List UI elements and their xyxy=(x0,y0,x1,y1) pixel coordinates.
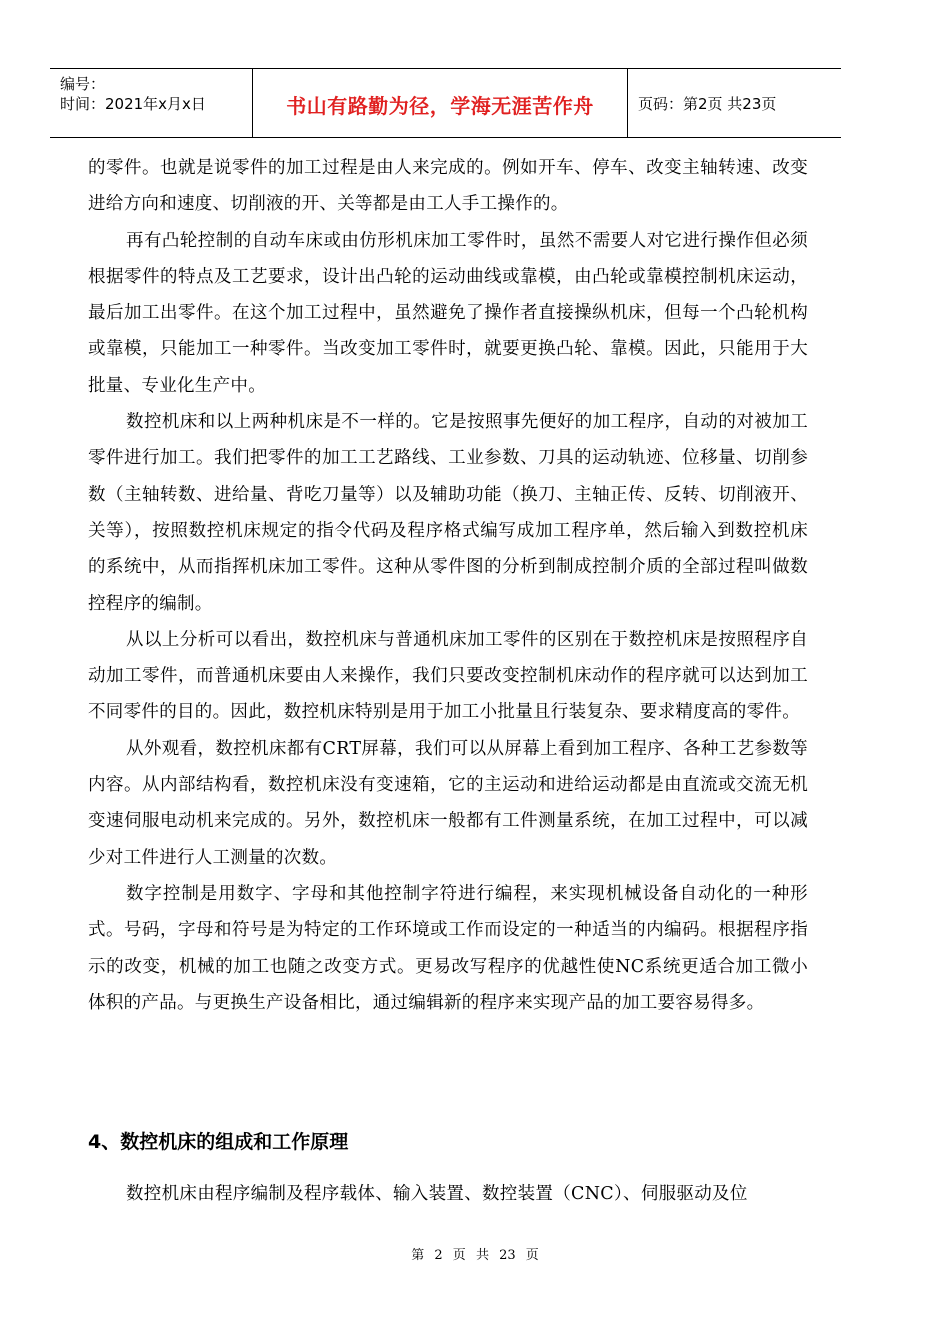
paragraph: 数控机床和以上两种机床是不一样的。它是按照事先便好的加工程序，自动的对被加工零件进行加工。我们把零件的加工工艺路线、工业参数、刀具的运动轨迹、位移量、切削参数（主轴转数、进给量、背吃刀量等）以及辅助功能（换刀、主轴正传、反转、切削液开、关等），按照数控机床规定的指令代码及程序格式编写成加工程序单，然后输入到数控机床的系统中，从而指挥机床加工零件。这种从零件图的分析到制成控制介质的全部过程叫做数控程序的编制。 xyxy=(88,412,808,614)
motto-text: 书山有路勤为径，学海无涯苦作舟 xyxy=(286,94,594,118)
time-label: 时间：2021年x月x日 xyxy=(60,95,206,113)
section-heading: 4、数控机床的组成和工作原理 xyxy=(88,1131,349,1153)
paragraph: 数字控制是用数字、字母和其他控制字符进行编程，来实现机械设备自动化的一种形式。号码，字母和符号是为特定的工作环境或工作而设定的一种适当的内编码。根据程序指示的改变，机械的加工也随之改变方式。更易改写程序的优越性使NC系统更适合加工微小体积的产品。与更换生产设备相比，通过编辑新的程序来实现产品的加工要容易得多。 xyxy=(88,883,808,1013)
paragraph: 数控机床由程序编制及程序载体、输入装置、数控装置（CNC）、伺服驱动及位 xyxy=(126,1184,748,1204)
footer-text: 页 xyxy=(525,1248,539,1263)
header-page-cell xyxy=(628,69,841,137)
paragraph: 的零件。也就是说零件的加工过程是由人来完成的。例如开车、停车、改变主轴转速、改变进给方向和速度、切削液的开、关等都是由工人手工操作的。 xyxy=(88,158,808,215)
header-meta xyxy=(50,69,253,137)
footer-text: 第 xyxy=(411,1248,425,1263)
footer-page-number: 2 xyxy=(434,1248,443,1263)
footer-total-pages: 23 xyxy=(499,1248,516,1263)
document-body-continued xyxy=(88,1176,808,1212)
page-label: 页码：第2页 共23页 xyxy=(638,95,777,113)
paragraph: 再有凸轮控制的自动车床或由仿形机床加工零件时，虽然不需要人对它进行操作但必须根据零件的特点及工艺要求，设计出凸轮的运动曲线或靠模，由凸轮或靠模控制机床运动，最后加工出零件。在这个加工过程中，虽然避免了操作者直接操纵机床，但每一个凸轮机构或靠模，只能加工一种零件。当改变加工零件时，就要更换凸轮、靠模。因此，只能用于大批量、专业化生产中。 xyxy=(88,230,808,396)
serial-label: 编号： xyxy=(60,75,106,93)
footer-text: 共 xyxy=(475,1248,489,1263)
page-footer xyxy=(0,1244,950,1263)
footer-text: 页 xyxy=(452,1248,466,1263)
document-body xyxy=(88,150,808,1021)
header-motto-cell xyxy=(253,69,628,137)
paragraph: 从以上分析可以看出，数控机床与普通机床加工零件的区别在于数控机床是按照程序自动加工零件，而普通机床要由人来操作，我们只要改变控制机床动作的程序就可以达到加工不同零件的目的。因此，数控机床特别是用于加工小批量且行装复杂、要求精度高的零件。 xyxy=(88,629,808,723)
page-header xyxy=(50,68,841,138)
paragraph: 从外观看，数控机床都有CRT屏幕，我们可以从屏幕上看到加工程序、各种工艺参数等内容。从内部结构看，数控机床没有变速箱，它的主运动和进给运动都是由直流或交流无机变速伺服电动机来完成的。另外，数控机床一般都有工件测量系统，在加工过程中，可以减少对工件进行人工测量的次数。 xyxy=(88,738,808,868)
